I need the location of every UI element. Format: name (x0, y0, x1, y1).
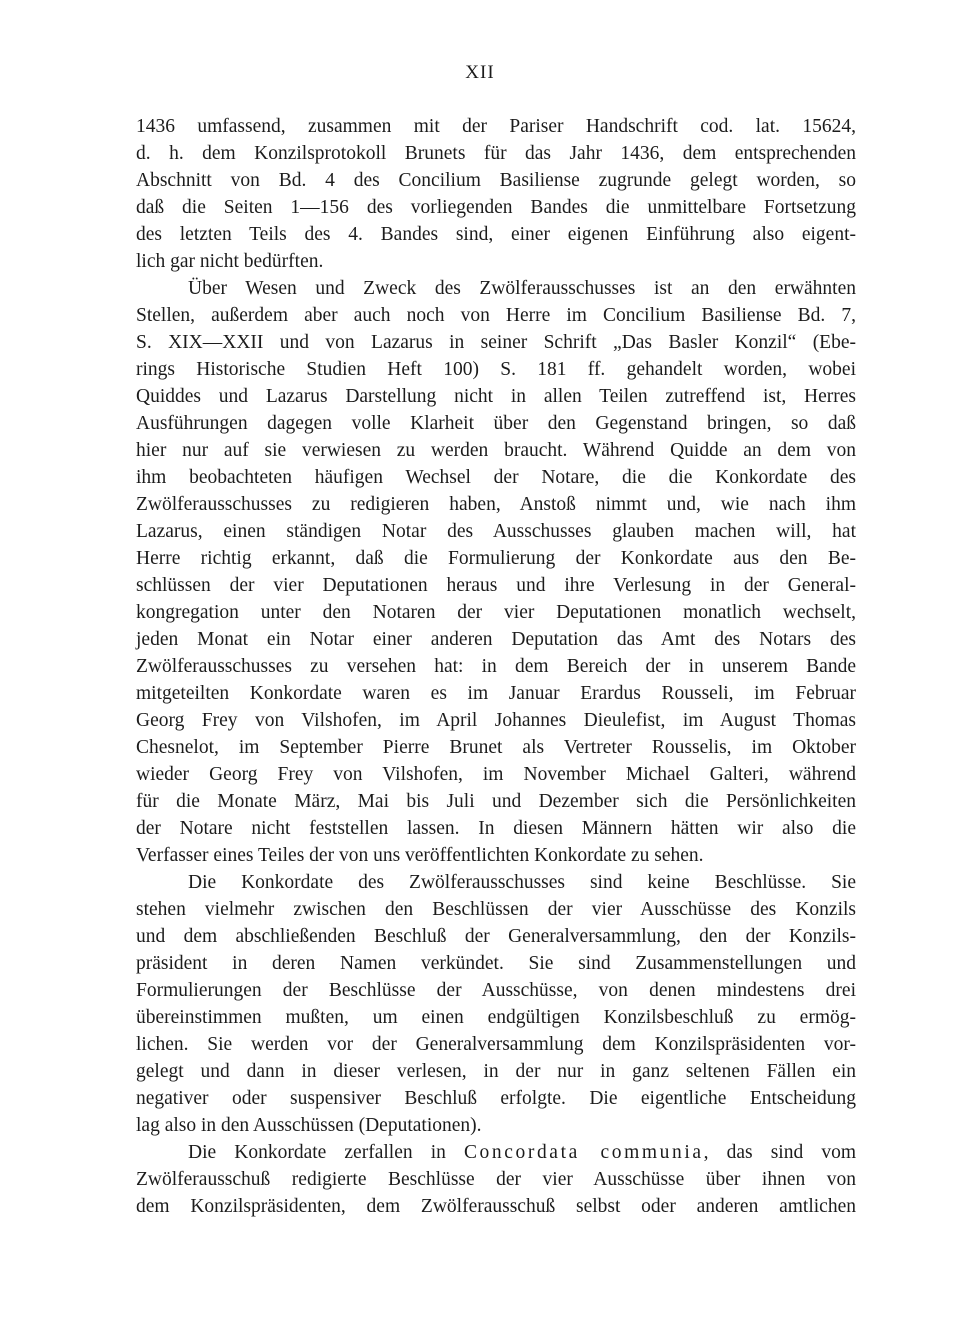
text-line: präsident in deren Namen verkündet. Sie sind Zusammenstellungen und (136, 953, 856, 974)
text-line: und dem abschließenden Beschluß der Generalversammlung, den der Konzils- (136, 926, 856, 947)
text-line: Chesnelot, im September Pierre Brunet als Vertreter Rousselis, im Oktober (136, 737, 856, 758)
text-line: Lazarus, einen ständigen Notar des Ausschusses glauben machen will, hat (136, 521, 856, 542)
text-run: Die Konkordate zerfallen in (188, 1142, 464, 1163)
text-line: schlüssen der vier Deputationen heraus und ihre Verlesung in der General- (136, 575, 856, 596)
spaced-term: Concordata communia (463, 1142, 704, 1163)
text-line: für die Monate März, Mai bis Juli und Dezember sich die Persönlichkeiten (136, 791, 856, 812)
text-line: jeden Monat ein Notar einer anderen Deputation das Amt des Notars des (136, 629, 856, 650)
text-line (136, 1139, 856, 1166)
text-line: S. XIX—XXII und von Lazarus in seiner Schrift „Das Basler Konzil“ (Ebe- (136, 332, 856, 353)
paragraph-1 (136, 113, 856, 275)
text-line: Über Wesen und Zweck des Zwölferausschusses ist an den erwähnten (188, 278, 856, 299)
text-line: 1436 umfassend, zusammen mit der Pariser Handschrift cod. lat. 15624, (136, 116, 856, 137)
text-line: lich gar nicht bedürften. (136, 251, 324, 272)
paragraph-2 (136, 275, 856, 869)
text-line: Ausführungen dagegen volle Klarheit über den Gegenstand bringen, so daß (136, 413, 856, 434)
text-line: Formulierungen der Beschlüsse der Ausschüsse, von denen mindestens drei (136, 980, 856, 1001)
text-line: Zwölferausschuß redigierte Beschlüsse der vier Ausschüsse über ihnen von (136, 1169, 856, 1190)
text-line: daß die Seiten 1—156 des vorliegenden Bandes die unmittelbare Fortsetzung (136, 197, 856, 218)
text-line: Zwölferausschusses zu versehen hat: in dem Bereich der in unserem Bande (136, 656, 856, 677)
text-line: Quiddes und Lazarus Darstellung nicht in allen Teilen zutreffend ist, Herres (136, 386, 856, 407)
text-line: übereinstimmen mußten, um einen endgültigen Konzilsbeschluß zu ermög- (136, 1007, 856, 1028)
text-run: , das sind vom (703, 1142, 856, 1163)
text-line: d. h. dem Konzilsprotokoll Brunets für das Jahr 1436, dem entsprechenden (136, 143, 856, 164)
text-line: Herre richtig erkannt, daß die Formulierung der Konkordate aus den Be- (136, 548, 856, 569)
paragraph-3 (136, 869, 856, 1139)
text-line: Abschnitt von Bd. 4 des Concilium Basiliense zugrunde gelegt worden, so (136, 170, 856, 191)
text-line: gelegt und dann in dieser verlesen, in der nur in ganz seltenen Fällen ein (136, 1061, 856, 1082)
text-line: Georg Frey von Vilshofen, im April Johannes Dieulefist, im August Thomas (136, 710, 856, 731)
text-line: kongregation unter den Notaren der vier Deputationen monatlich wechselt, (136, 602, 856, 623)
text-line: wieder Georg Frey von Vilshofen, im November Michael Galteri, während (136, 764, 856, 785)
body-text (136, 113, 856, 1220)
text-line: des letzten Teils des 4. Bandes sind, einer eigenen Einführung also eigent- (136, 224, 856, 245)
text-line: negativer oder suspensiver Beschluß erfolgte. Die eigentliche Entscheidung (136, 1088, 856, 1109)
text-line: dem Konzilspräsidenten, dem Zwölferausschuß selbst oder anderen amtlichen (136, 1196, 856, 1217)
text-line: der Notare nicht feststellen lassen. In diesen Männern hätten wir also die (136, 818, 856, 839)
text-line: lag also in den Ausschüssen (Deputationen). (136, 1115, 482, 1136)
text-line: mitgeteilten Konkordate waren es im Januar Erardus Rousseli, im Februar (136, 683, 856, 704)
text-line: Stellen, außerdem aber auch noch von Herre im Concilium Basiliense Bd. 7, (136, 305, 856, 326)
text-line: stehen vielmehr zwischen den Beschlüssen der vier Ausschüsse des Konzils (136, 899, 856, 920)
paragraph-4 (136, 1139, 856, 1220)
page-number: XII (465, 62, 495, 83)
text-line: rings Historische Studien Heft 100) S. 181 ff. gehandelt worden, wobei (136, 359, 856, 380)
text-line: Verfasser eines Teiles der von uns veröffentlichten Konkordate zu sehen. (136, 845, 704, 866)
text-line: Die Konkordate des Zwölferausschusses sind keine Beschlüsse. Sie (188, 872, 856, 893)
text-line: lichen. Sie werden vor der Generalversammlung dem Konzilspräsidenten vor- (136, 1034, 856, 1055)
text-line: hier nur auf sie verwiesen zu werden braucht. Während Quidde an dem von (136, 440, 856, 461)
text-line: Zwölferausschusses zu redigieren haben, Anstoß nimmt und, wie nach ihm (136, 494, 856, 515)
text-line: ihm beobachteten häufigen Wechsel der Notare, die die Konkordate des (136, 467, 856, 488)
